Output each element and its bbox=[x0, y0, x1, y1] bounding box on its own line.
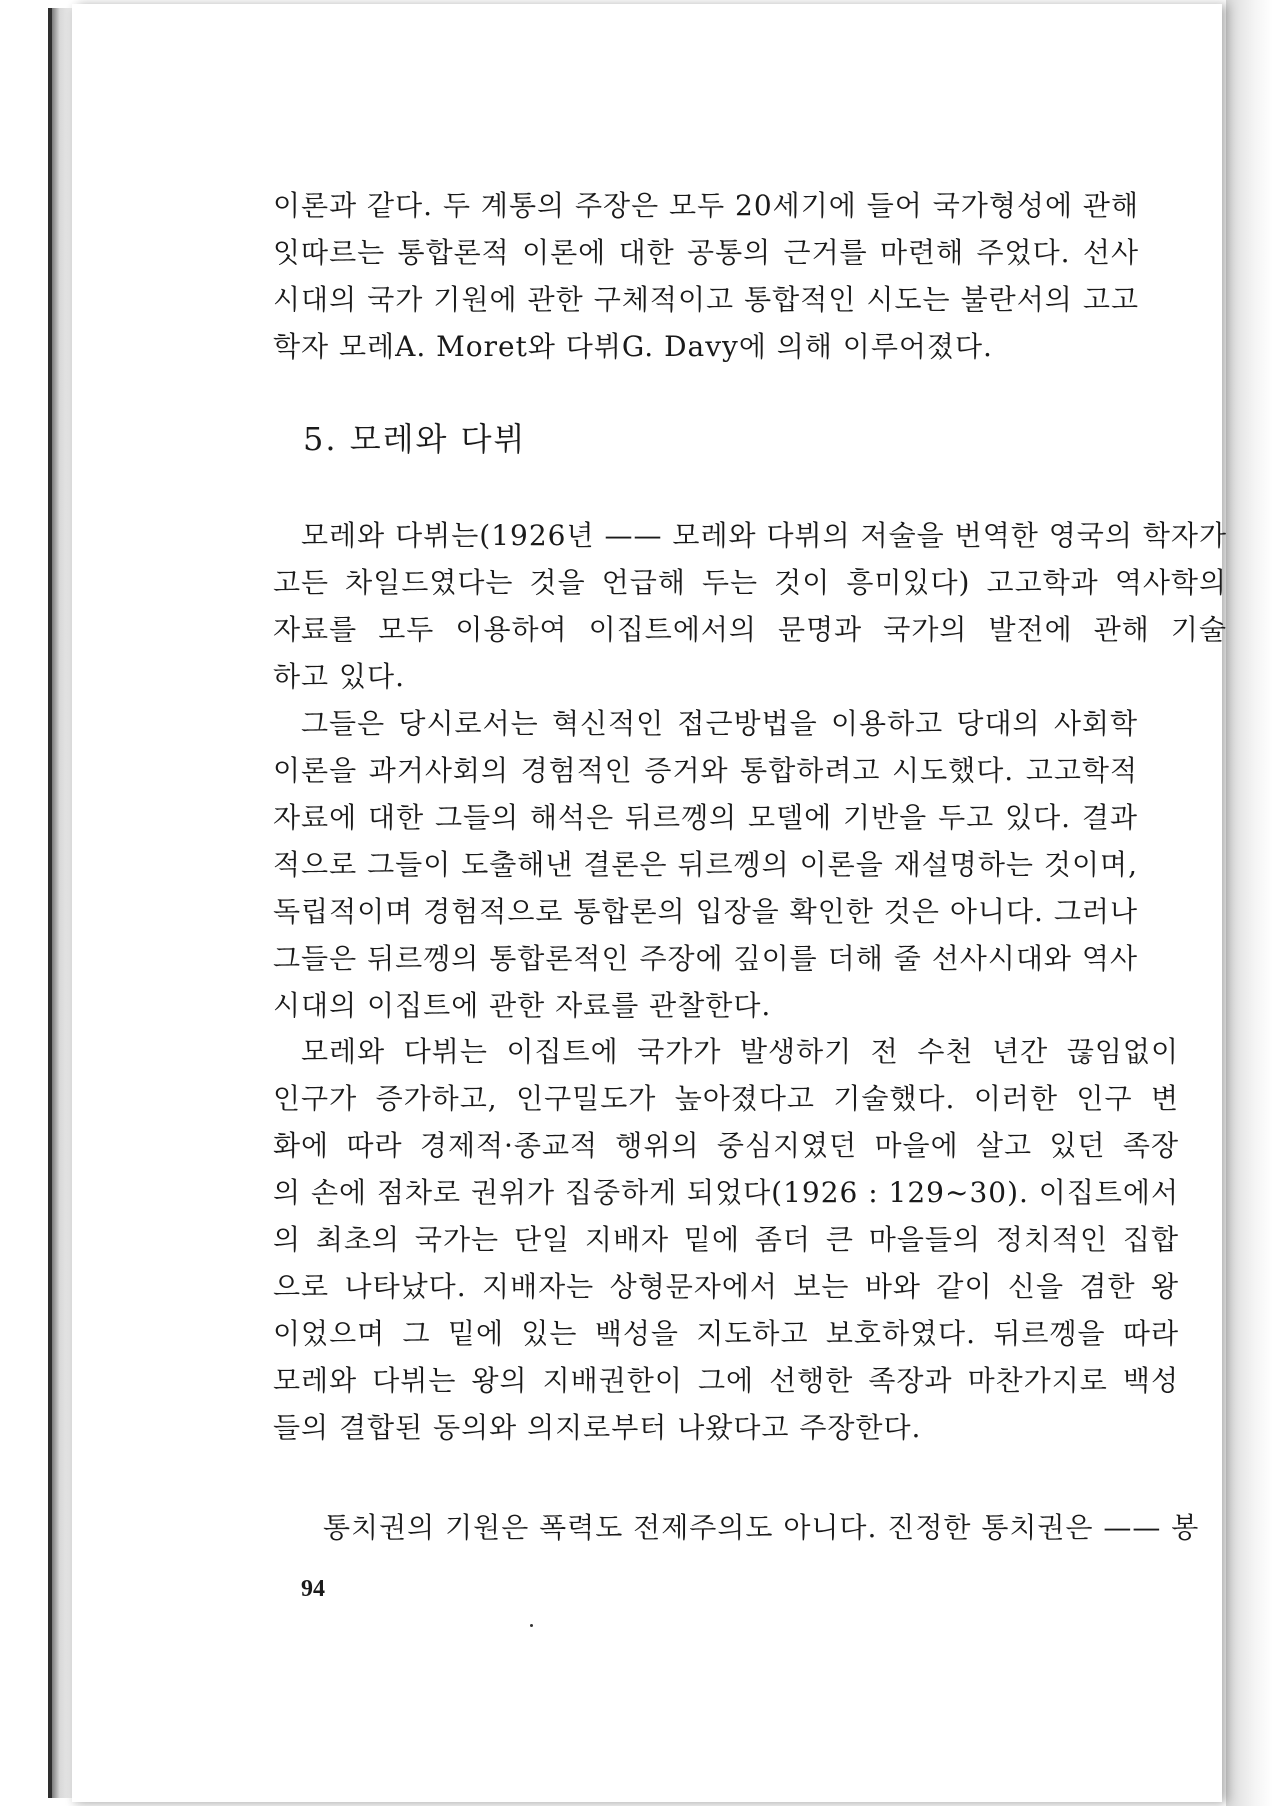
text-line: 인구가 증가하고, 인구밀도가 높아졌다고 기술했다. 이러한 인구 변 bbox=[273, 1082, 1179, 1115]
book-page-stack-edge bbox=[48, 8, 74, 1798]
text-line: 학자 모레A. Moret와 다뷔G. Davy에 의해 이루어졌다. bbox=[273, 330, 993, 363]
text-line: 적으로 그들이 도출해낸 결론은 뒤르껭의 이론을 재설명하는 것이며, bbox=[273, 848, 1139, 881]
text-line: 자료에 대한 그들의 해석은 뒤르껭의 모델에 기반을 두고 있다. 결과 bbox=[273, 801, 1139, 834]
text-line: 그들은 당시로서는 혁신적인 접근방법을 이용하고 당대의 사회학 bbox=[301, 707, 1139, 740]
book-page bbox=[72, 4, 1228, 1802]
page-number: 94 bbox=[301, 1576, 325, 1602]
text-line: 독립적이며 경험적으로 통합론의 입장을 확인한 것은 아니다. 그러나 bbox=[273, 895, 1139, 928]
text-line: 잇따르는 통합론적 이론에 대한 공통의 근거를 마련해 주었다. 선사 bbox=[273, 236, 1139, 269]
text-line: 화에 따라 경제적·종교적 행위의 중심지였던 마을에 살고 있던 족장 bbox=[273, 1129, 1179, 1162]
paragraph-3 bbox=[273, 700, 1138, 1029]
paragraph-4 bbox=[273, 1028, 1179, 1451]
text-line: 의 손에 점차로 권위가 집중하게 되었다(1926 : 129~30). 이집트에서 bbox=[273, 1176, 1179, 1209]
text-line: 들의 결합된 동의와 의지로부터 나왔다고 주장한다. bbox=[273, 1411, 922, 1444]
text-line: 모레와 다뷔는 이집트에 국가가 발생하기 전 수천 년간 끊임없이 bbox=[301, 1035, 1179, 1068]
text-line: 이론과 같다. 두 계통의 주장은 모두 20세기에 들어 국가형성에 관해 bbox=[273, 189, 1139, 222]
text-line: 모레와 다뷔는(1926년 —— 모레와 다뷔의 저술을 번역한 영국의 학자가 bbox=[301, 519, 1228, 552]
text-line: 시대의 이집트에 관한 자료를 관찰한다. bbox=[273, 989, 772, 1022]
text-line: 의 최초의 국가는 단일 지배자 밑에 좀더 큰 마을들의 정치적인 집합 bbox=[273, 1223, 1179, 1256]
text-line: 하고 있다. bbox=[273, 660, 405, 693]
print-speck bbox=[530, 1624, 533, 1627]
text-line: 그들은 뒤르껭의 통합론적인 주장에 깊이를 더해 줄 선사시대와 역사 bbox=[273, 942, 1139, 975]
paragraph-2 bbox=[273, 512, 1227, 700]
block-quote-start: 통치권의 기원은 폭력도 전제주의도 아니다. 진정한 통치권은 —— 봉 bbox=[323, 1511, 1200, 1544]
text-line: 으로 나타났다. 지배자는 상형문자에서 보는 바와 같이 신을 겸한 왕 bbox=[273, 1270, 1179, 1303]
section-heading: 5. 모레와 다뷔 bbox=[303, 420, 527, 458]
page-right-shadow bbox=[1226, 0, 1273, 1806]
paragraph-continued bbox=[273, 182, 1139, 370]
text-line: 이었으며 그 밑에 있는 백성을 지도하고 보호하였다. 뒤르껭을 따라 bbox=[273, 1317, 1179, 1350]
text-line: 고든 차일드였다는 것을 언급해 두는 것이 흥미있다) 고고학과 역사학의 bbox=[273, 566, 1228, 599]
text-line: 이론을 과거사회의 경험적인 증거와 통합하려고 시도했다. 고고학적 bbox=[273, 754, 1139, 787]
text-line: 시대의 국가 기원에 관한 구체적이고 통합적인 시도는 불란서의 고고 bbox=[273, 283, 1139, 316]
text-line: 자료를 모두 이용하여 이집트에서의 문명과 국가의 발전에 관해 기술 bbox=[273, 613, 1228, 646]
text-line: 모레와 다뷔는 왕의 지배권한이 그에 선행한 족장과 마찬가지로 백성 bbox=[273, 1364, 1179, 1397]
